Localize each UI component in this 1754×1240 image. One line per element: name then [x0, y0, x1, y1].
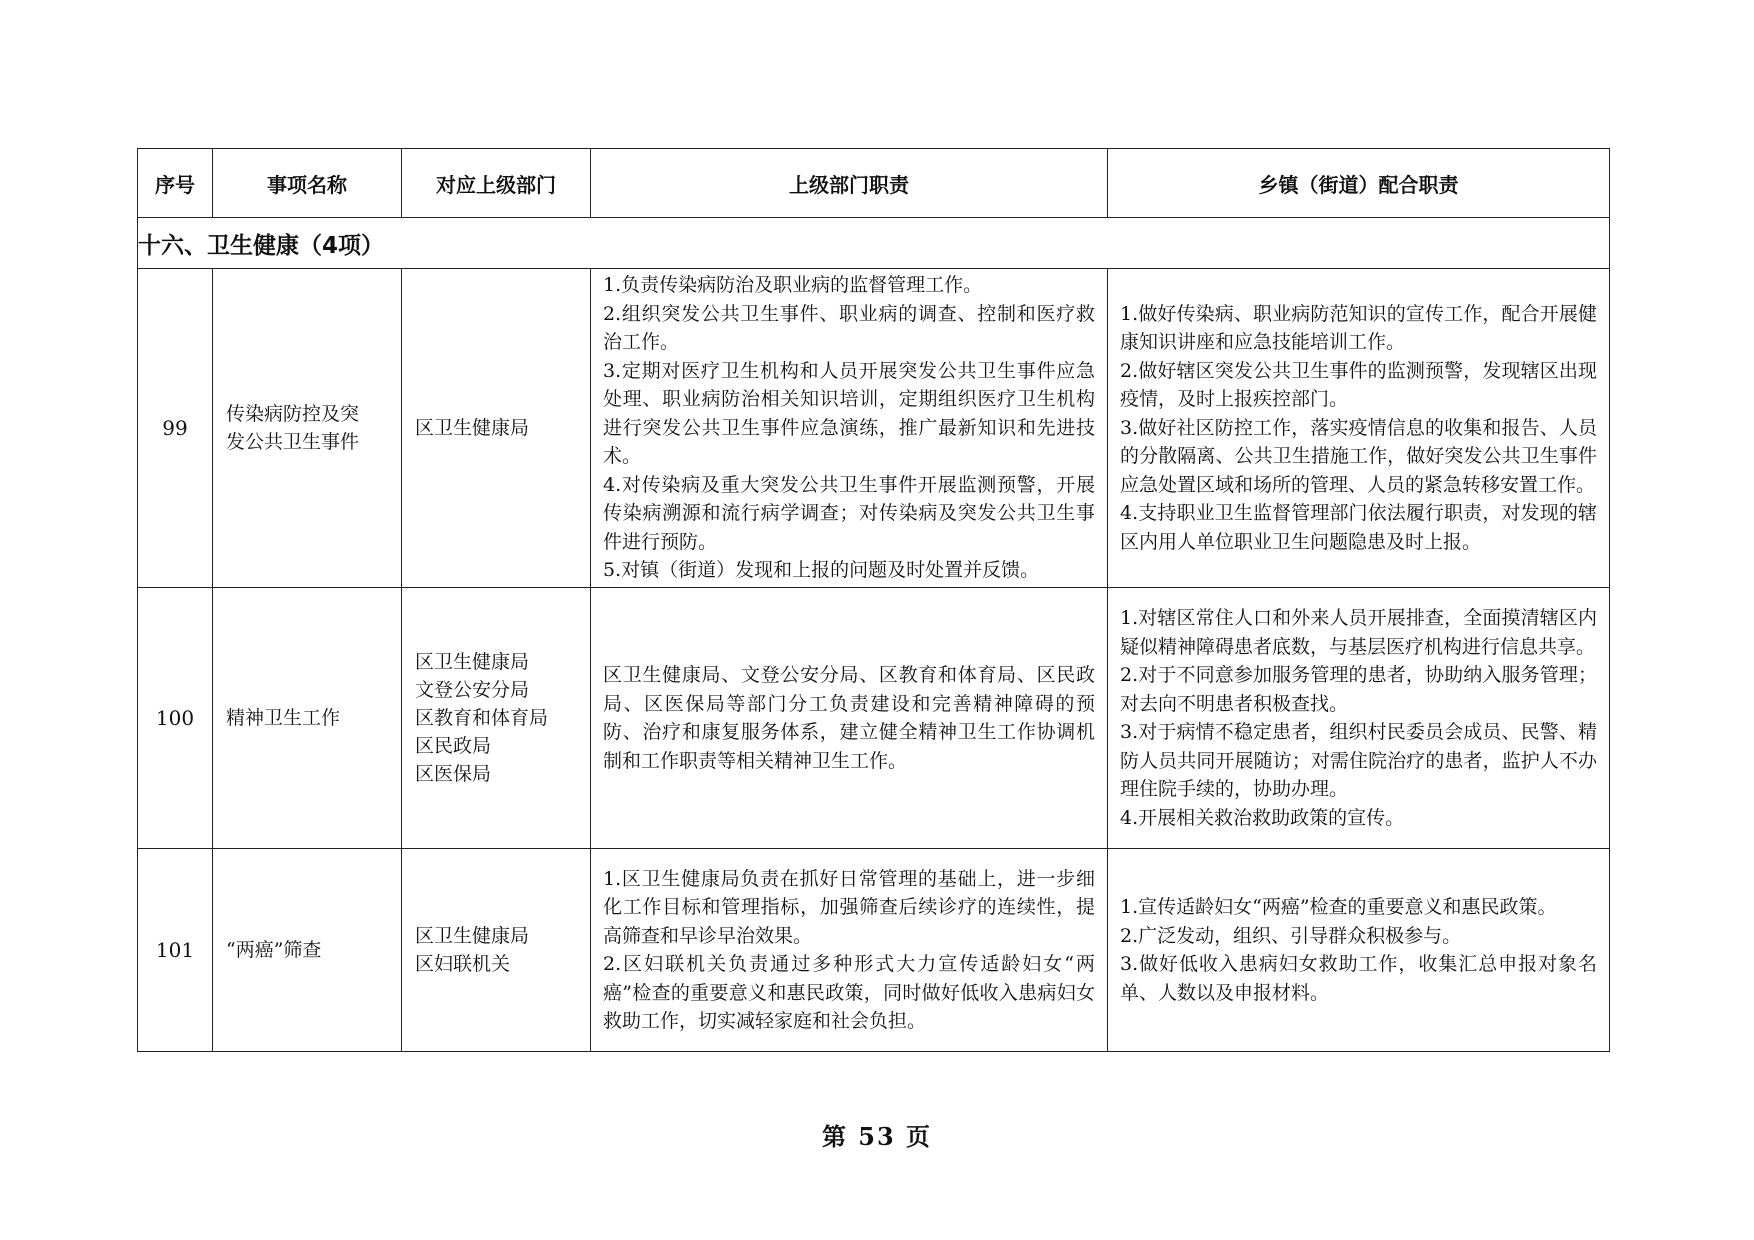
item-name-line: “两癌”筛查 [226, 939, 322, 961]
table-row [138, 588, 1610, 849]
row-upper-duties [591, 269, 1108, 588]
row-seq: 100 [138, 588, 213, 849]
duty-item: 2.做好辖区突发公共卫生事件的监测预警，发现辖区出现疫情，及时上报疾控部门。 [1120, 359, 1597, 411]
table-header-row [138, 149, 1610, 218]
department-name: 区卫生健康局 [415, 651, 530, 673]
duty-item: 2.广泛发动，组织、引导群众积极参与。 [1120, 924, 1462, 947]
row-item-name [213, 849, 402, 1052]
department-name: 文登公安分局 [415, 679, 530, 701]
duty-item: 4.对传染病及重大突发公共卫生事件开展监测预警，开展传染病溯源和流行病学调查；对传染病及突发公共卫生事件进行预防。 [603, 473, 1095, 553]
row-item-name [213, 269, 402, 588]
item-name-line: 精神卫生工作 [226, 707, 341, 729]
duty-item: 4.支持职业卫生监督管理部门依法履行职责，对发现的辖区内用人单位职业卫生问题隐患及时上报。 [1120, 502, 1597, 553]
row-departments [402, 269, 591, 588]
department-name: 区卫生健康局 [415, 417, 530, 439]
department-name: 区民政局 [415, 735, 492, 757]
header-upper-duties: 上级部门职责 [591, 149, 1108, 218]
row-seq: 99 [138, 269, 213, 588]
header-town-duties: 乡镇（街道）配合职责 [1108, 149, 1610, 218]
header-item-name: 事项名称 [213, 149, 402, 218]
item-name-line: 发公共卫生事件 [226, 431, 360, 453]
section-title: 十六、卫生健康（4项） [138, 218, 1610, 269]
duty-item: 5.对镇（街道）发现和上报的问题及时处置并反馈。 [603, 559, 1040, 582]
row-town-duties [1108, 269, 1610, 588]
row-departments [402, 588, 591, 849]
duty-item: 1.区卫生健康局负责在抓好日常管理的基础上，进一步细化工作目标和管理指标，加强筛查后续诊疗的连续性，提高筛查和早诊早治效果。 [603, 867, 1095, 947]
header-seq: 序号 [138, 149, 213, 218]
duty-item: 3.对于病情不稳定患者，组织村民委员会成员、民警、精防人员共同开展随访；对需住院治疗的患者，监护人不办理住院手续的，协助办理。 [1120, 721, 1597, 800]
department-name: 区医保局 [415, 763, 492, 785]
table-row [138, 269, 1610, 588]
duty-item: 3.做好社区防控工作，落实疫情信息的收集和报告、人员的分散隔离、公共卫生措施工作，做好突发公共卫生事件应急处置区域和场所的管理、人员的紧急转移安置工作。 [1120, 416, 1597, 496]
row-town-duties [1108, 849, 1610, 1052]
row-item-name [213, 588, 402, 849]
duty-item: 1.负责传染病防治及职业病的监督管理工作。 [603, 274, 983, 297]
item-name-line: 传染病防控及突 [226, 403, 360, 425]
duty-table [137, 148, 1610, 1052]
department-name: 区教育和体育局 [415, 707, 549, 729]
duty-item: 3.做好低收入患病妇女救助工作，收集汇总申报对象名单、人数以及申报材料。 [1120, 953, 1597, 1004]
row-seq: 101 [138, 849, 213, 1052]
row-town-duties [1108, 588, 1610, 849]
duty-item: 1.宣传适龄妇女“两癌”检查的重要意义和惠民政策。 [1120, 896, 1557, 918]
duty-item: 1.做好传染病、职业病防范知识的宣传工作，配合开展健康知识讲座和应急技能培训工作。 [1120, 302, 1597, 354]
row-upper-duties [591, 588, 1108, 849]
department-name: 区卫生健康局 [415, 925, 530, 947]
page-number: 第 53 页 [821, 1122, 933, 1151]
duty-item: 2.对于不同意参加服务管理的患者，协助纳入服务管理；对去向不明患者积极查找。 [1120, 664, 1597, 715]
duty-item: 4.开展相关救治救助政策的宣传。 [1120, 806, 1405, 829]
duty-item: 1.对辖区常住人口和外来人员开展排查，全面摸清辖区内疑似精神障碍患者底数，与基层医疗机构进行信息共享。 [1120, 607, 1597, 658]
row-upper-duties [591, 849, 1108, 1052]
duty-item: 3.定期对医疗卫生机构和人员开展突发公共卫生事件应急处理、职业病防治相关知识培训，定期组织医疗卫生机构进行突发公共卫生事件应急演练，推广最新知识和先进技术。 [603, 359, 1095, 468]
row-departments [402, 849, 591, 1052]
section-row [138, 218, 1610, 269]
duty-item: 2.区妇联机关负责通过多种形式大力宣传适龄妇女“两癌”检查的重要意义和惠民政策，同时做好低收入患病妇女救助工作，切实减轻家庭和社会负担。 [603, 953, 1095, 1032]
department-name: 区妇联机关 [415, 953, 511, 975]
header-upper-department: 对应上级部门 [402, 149, 591, 218]
table-row [138, 849, 1610, 1052]
duty-item: 区卫生健康局、文登公安分局、区教育和体育局、区民政局、区医保局等部门分工负责建设和完善精神障碍的预防、治疗和康复服务体系，建立健全精神卫生工作协调机制和工作职责等相关精神卫生工作。 [603, 664, 1095, 772]
duty-item: 2.组织突发公共卫生事件、职业病的调查、控制和医疗救治工作。 [603, 302, 1095, 354]
